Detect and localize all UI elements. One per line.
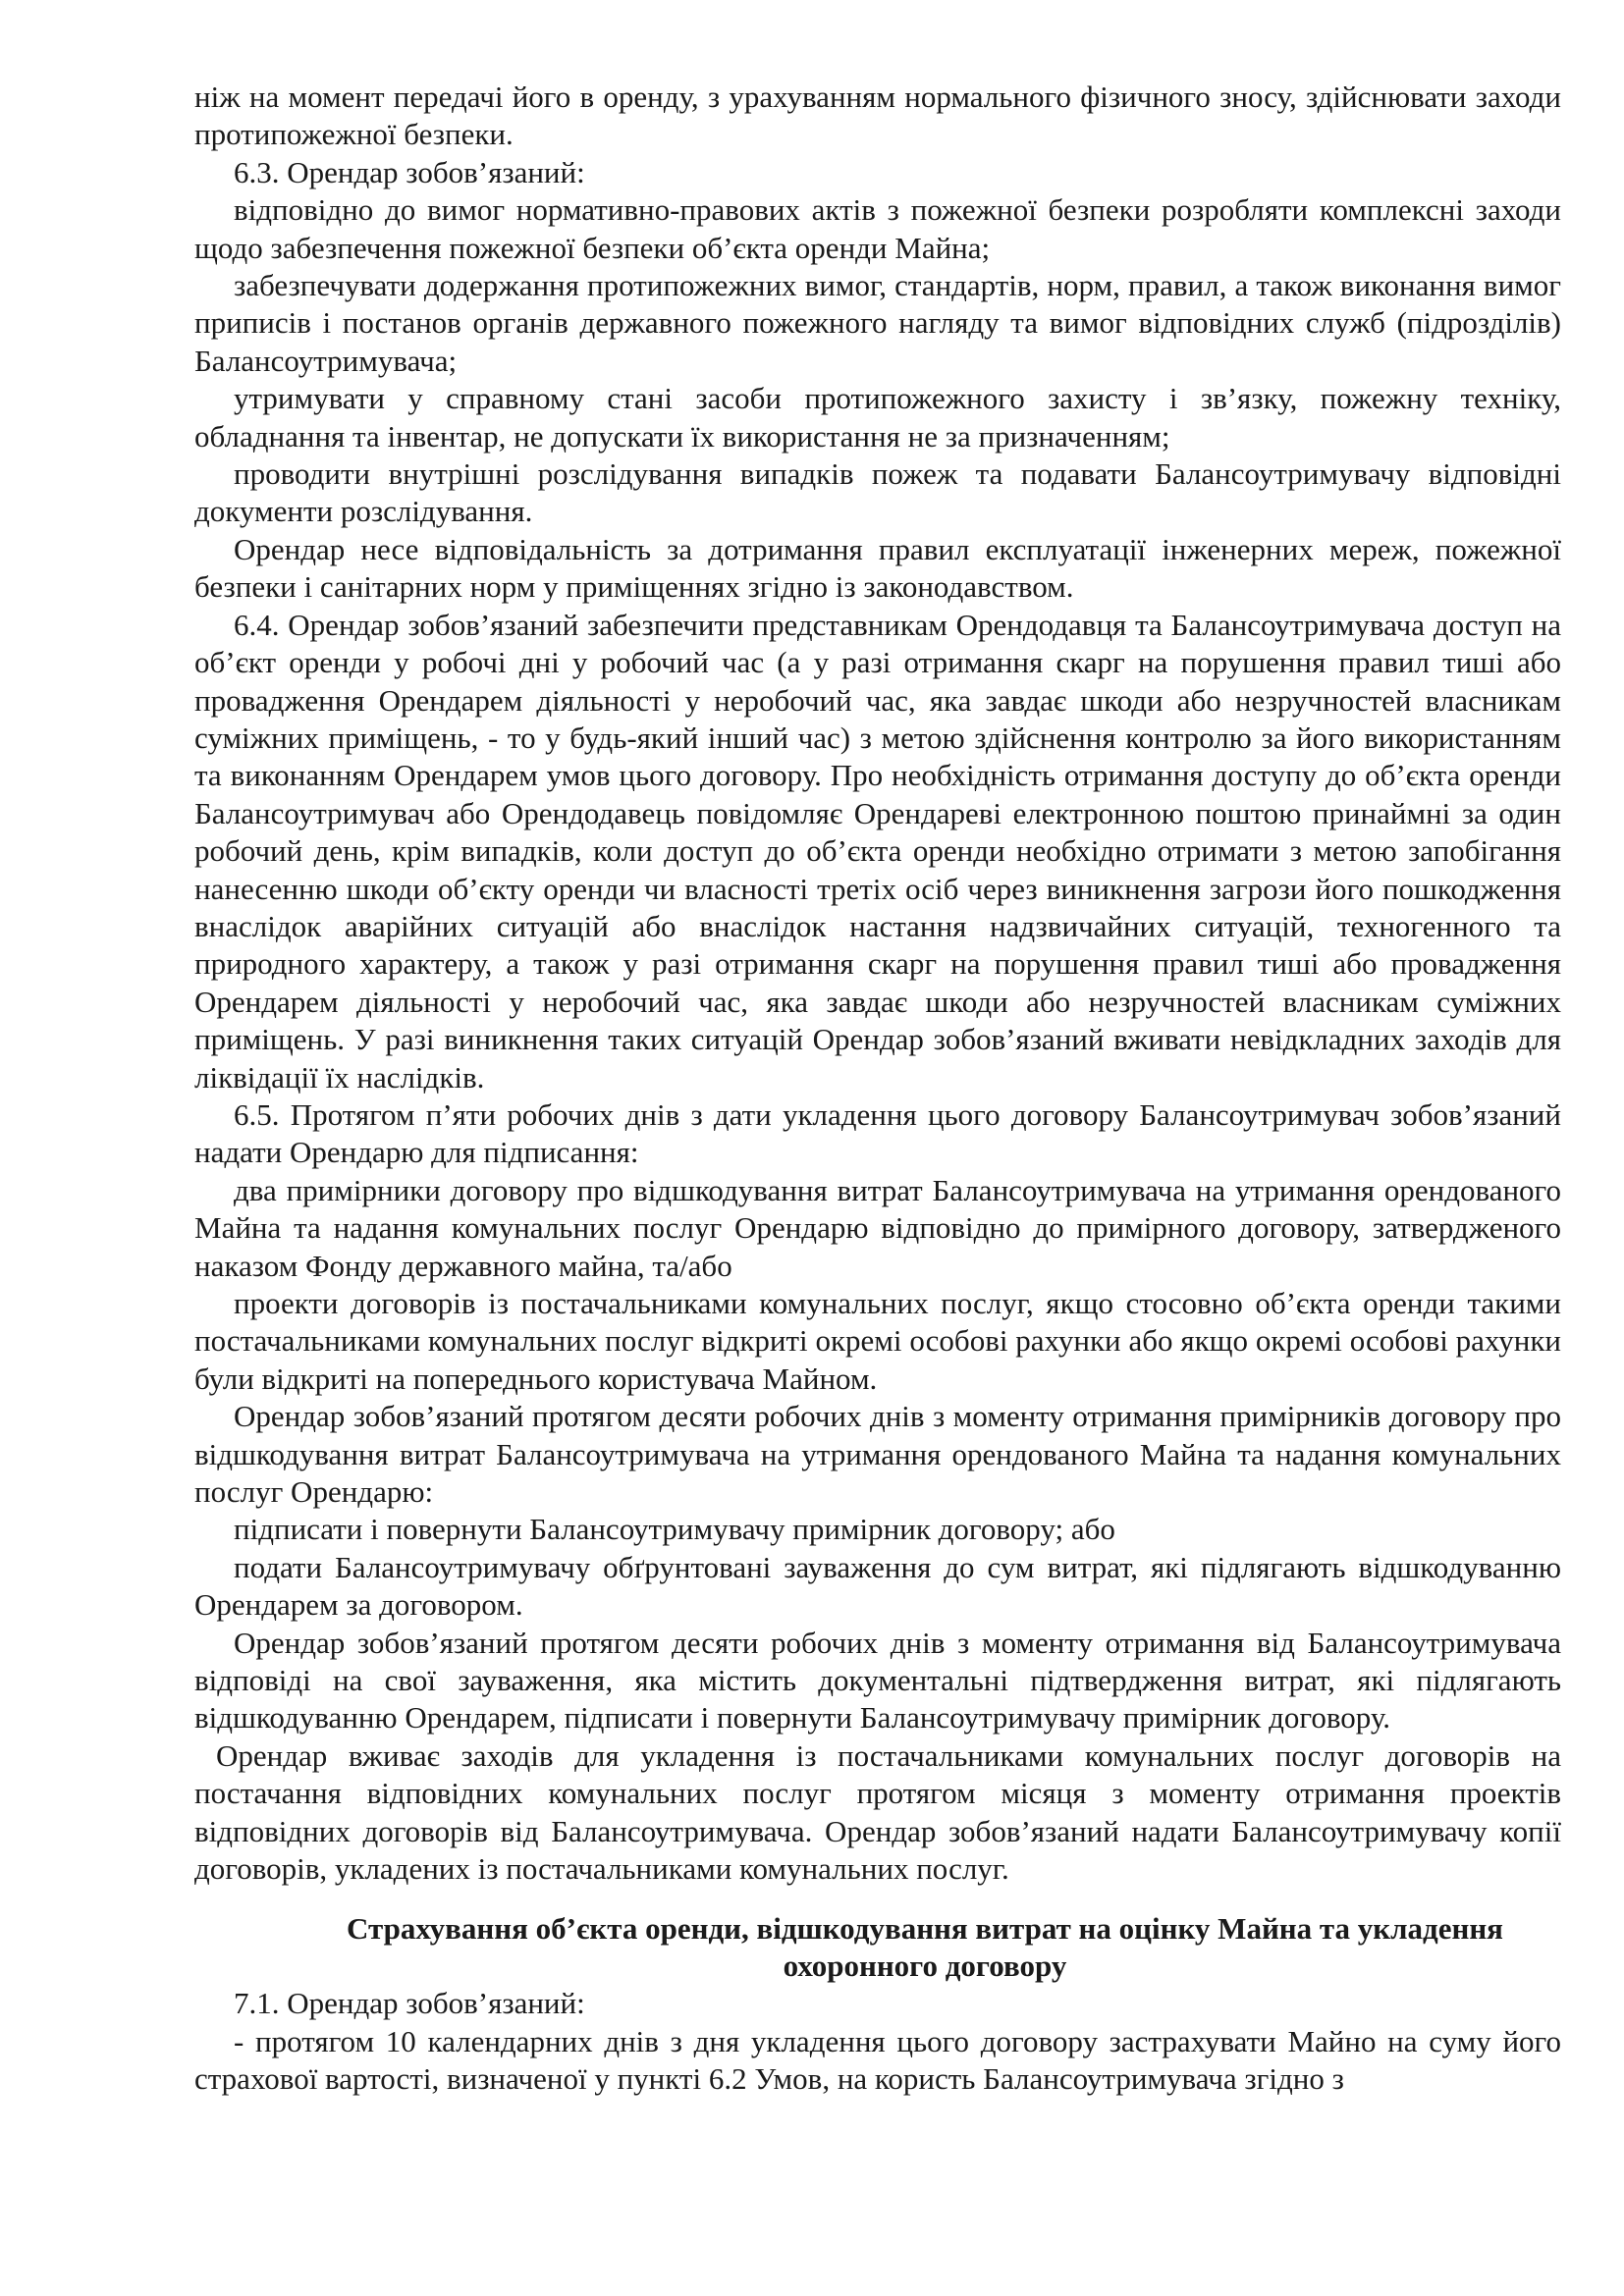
- paragraph-6-3-item-3: утримувати у справному стані засоби протипожежного захисту і зв’язку, пожежну техніку, обладнання та інвентар, не допускати їх використання не за призначенням;: [194, 381, 1561, 454]
- paragraph-6-3-item-4: проводити внутрішні розслідування випадків пожеж та подавати Балансоутримувачу відповідні документи розслідування.: [194, 456, 1561, 529]
- paragraph-6-4: 6.4. Орендар зобов’язаний забезпечити представникам Орендодавця та Балансоутримувача доступ на об’єкт оренди у робочі дні у робочий час (а у разі отримання скарг на порушення правил тиші або провадження Орендарем діяльності у неробочий час, яка завдає шкоди або незручностей власникам суміжних приміщень, - то у будь-який інший час) з метою здійснення контролю за його використанням та виконанням Орендарем умов цього договору. Про необхідність отримання доступу до об’єкта оренди Балансоутримувач або Орендодавець повідомляє Орендареві електронною поштою принаймні за один робочий день, крім випадків, коли доступ до об’єкта оренди необхідно отримати з метою запобігання нанесенню шкоди об’єкту оренди чи власності третіх осіб через виникнення загрози його пошкодження внаслідок аварійних ситуацій або внаслідок настання надзвичайних ситуацій, техногенного та природного характеру, а також у разі отримання скарг на порушення правил тиші або провадження Орендарем діяльності у неробочий час, яка завдає шкоди або незручностей власникам суміжних приміщень. У разі виникнення таких ситуацій Орендар зобов’язаний вживати невідкладних заходів для ліквідації їх наслідків.: [194, 607, 1561, 1095]
- paragraph-fire-safety-continuation: ніж на момент передачі його в оренду, з урахуванням нормального фізичного зносу, здійснювати заходи протипожежної безпеки.: [194, 80, 1561, 152]
- paragraph-6-5: 6.5. Протягом п’яти робочих днів з дати укладення цього договору Балансоутримувач зобов’язаний надати Орендарю для підписання:: [194, 1096, 1561, 1170]
- section-heading-insurance: Страхування об’єкта оренди, відшкодування витрат на оцінку Майна та укладення охоронного договору: [347, 1910, 1503, 1983]
- paragraph-6-5-obligation: Орендар зобов’язаний протягом десяти робочих днів з моменту отримання примірників договору про відшкодування витрат Балансоутримувача на утримання орендованого Майна та надання комунальних послуг Орендарю:: [194, 1399, 1561, 1510]
- paragraph-6-3: 6.3. Орендар зобов’язаний:: [234, 154, 585, 189]
- paragraph-7-1-item-1: - протягом 10 календарних днів з дня укладення цього договору застрахувати Майно на суму його страхової вартості, визначеної у пункті 6.2 Умов, на користь Балансоутримувача згідно з: [194, 2023, 1561, 2097]
- paragraph-6-5-item-2: проекти договорів із постачальниками комунальних послуг, якщо стосовно об’єкта оренди такими постачальниками комунальних послуг відкриті окремі особові рахунки або якщо окремі особові рахунки були відкриті на попереднього користувача Майном.: [194, 1286, 1561, 1396]
- paragraph-6-5-objections: подати Балансоутримувачу обґрунтовані зауваження до сум витрат, які підлягають відшкодуванню Орендарем за договором.: [194, 1549, 1561, 1623]
- paragraph-6-5-sign: підписати і повернути Балансоутримувачу примірник договору; або: [234, 1512, 1115, 1547]
- paragraph-6-3-responsibility: Орендар несе відповідальність за дотримання правил експлуатації інженерних мереж, пожежної безпеки і санітарних норм у приміщеннях згідно із законодавством.: [194, 531, 1561, 605]
- paragraph-6-5-utilities: Орендар вживає заходів для укладення із постачальниками комунальних послуг договорів на постачання відповідних комунальних послуг протягом місяця з моменту отримання проектів відповідних договорів від Балансоутримувача. Орендар зобов’язаний надати Балансоутримувачу копії договорів, укладених із постачальниками комунальних послуг.: [194, 1737, 1561, 1887]
- document-page: [194, 79, 1561, 2099]
- paragraph-6-5-item-1: два примірники договору про відшкодування витрат Балансоутримувача на утримання орендованого Майна та надання комунальних послуг Орендарю відповідно до примірного договору, затвердженого наказом Фонду державного майна, та/або: [194, 1172, 1561, 1283]
- paragraph-6-5-response: Орендар зобов’язаний протягом десяти робочих днів з моменту отримання від Балансоутримувача відповіді на свої зауваження, яка містить документальні підтвердження витрат, які підлягають відшкодуванню Орендарем, підписати і повернути Балансоутримувачу примірник договору.: [194, 1625, 1561, 1735]
- paragraph-7-1: 7.1. Орендар зобов’язаний:: [234, 1986, 585, 2021]
- paragraph-6-3-item-2: забезпечувати додержання протипожежних вимог, стандартів, норм, правил, а також виконання вимог приписів і постанов органів державного пожежного нагляду та вимог відповідних служб (підрозділів) Балансоутримувача;: [194, 268, 1561, 378]
- paragraph-6-3-item-1: відповідно до вимог нормативно-правових актів з пожежної безпеки розробляти комплексні заходи щодо забезпечення пожежної безпеки об’єкта оренди Майна;: [194, 192, 1561, 265]
